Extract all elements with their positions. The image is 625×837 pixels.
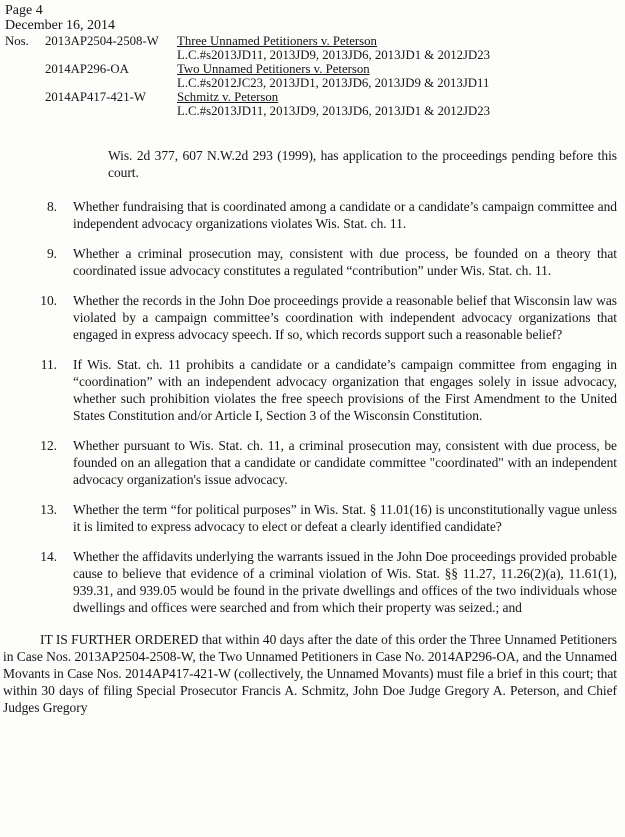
list-item <box>3 501 617 535</box>
case-number: 2014AP417-421-W <box>45 90 146 104</box>
item-text: Whether pursuant to Wis. Stat. ch. 11, a criminal prosecution may, consistent with due process, be founded on an allegation that a candidate or candidate committee "coordinated" with an independent advocacy organization's issue advocacy. <box>73 438 617 487</box>
list-item <box>3 292 617 343</box>
item-text: Whether the affidavits underlying the warrants issued in the John Doe proceedings provided probable cause to believe that evidence of a criminal violation of Wis. Stat. §§ 11.27, 11.26(2)(a), 11.61(1), 939.31, and 939.05 would be found in the private dwellings and offices of the two individuals whose dwellings and offices were searched and from which their property was seized.; and <box>73 549 617 615</box>
case-row <box>5 34 617 62</box>
case-caption: Two Unnamed Petitioners v. Peterson <box>177 62 370 76</box>
item-text: Whether a criminal prosecution may, consistent with due process, be founded on a theory that coordinated issue advocacy constitutes a regulated “contribution” under Wis. Stat. ch. 11. <box>73 246 617 278</box>
list-item <box>3 198 617 232</box>
case-detail <box>177 62 617 90</box>
item-text: Whether the term “for political purposes” in Wis. Stat. § 11.01(16) is unconstitutionally vague unless it is limited to express advocacy to elect or defeat a clearly identified candidate? <box>73 502 617 534</box>
nos-label: Nos. <box>5 34 29 48</box>
case-lc-numbers: L.C.#s2012JC23, 2013JD1, 2013JD6, 2013JD9 & 2013JD11 <box>177 76 490 90</box>
page-number: Page 4 <box>5 3 43 18</box>
case-detail <box>177 34 617 62</box>
item-text: Whether the records in the John Doe proceedings provide a reasonable belief that Wisconsin law was violated by a campaign committee’s coordination with independent advocacy organizations that engaged in express advocacy speech. If so, which records support such a reasonable belief? <box>73 293 617 342</box>
item-text: Whether fundraising that is coordinated among a candidate or a candidate’s campaign committee and independent advocacy organizations violates Wis. Stat. ch. 11. <box>73 199 617 231</box>
item-number: 12. <box>40 438 57 453</box>
case-lc-numbers: L.C.#s2013JD11, 2013JD9, 2013JD6, 2013JD1 & 2012JD23 <box>177 104 491 118</box>
item-number: 14. <box>40 549 57 564</box>
case-caption: Three Unnamed Petitioners v. Peterson <box>177 34 377 48</box>
document-date: December 16, 2014 <box>5 18 116 33</box>
order-paragraph: IT IS FURTHER ORDERED that within 40 days after the date of this order the Three Unnamed Petitioners in Case Nos. 2013AP2504-2508-W, the Two Unnamed Petitioners in Case No. 2014AP296-OA, and the Unnamed Movants in Case Nos. 2014AP417-421-W (collectively, the Unnamed Movants) must file a brief in this court; that within 30 days of filing Special Prosecutor Francis A. Schmitz, John Doe Judge Gregory A. Peterson, and Chief Judges Gregory <box>3 632 617 715</box>
case-caption: Schmitz v. Peterson <box>177 90 279 104</box>
list-item <box>3 437 617 488</box>
list-item <box>3 548 617 616</box>
item-number: 11. <box>40 357 57 372</box>
continuation-paragraph: Wis. 2d 377, 607 N.W.2d 293 (1999), has application to the proceedings pending before this court. <box>108 148 617 180</box>
issue-list <box>3 198 617 616</box>
list-item <box>3 245 617 279</box>
case-lc-numbers: L.C.#s2013JD11, 2013JD9, 2013JD6, 2013JD1 & 2012JD23 <box>177 48 491 62</box>
item-text: If Wis. Stat. ch. 11 prohibits a candidate or a candidate’s campaign committee from engaging in “coordination” with an independent advocacy organization that engages solely in issue advocacy, whether such prohibition violates the free speech provisions of the First Amendment to the United States Constitution and/or Article I, Section 3 of the Wisconsin Constitution. <box>73 357 617 423</box>
case-number: 2014AP296-OA <box>45 62 129 76</box>
item-number: 8. <box>46 199 57 214</box>
list-item <box>3 356 617 424</box>
item-number: 10. <box>40 293 57 308</box>
case-row <box>5 90 617 118</box>
case-number: 2013AP2504-2508-W <box>45 34 159 48</box>
item-number: 9. <box>46 246 57 261</box>
case-detail <box>177 90 617 118</box>
case-row <box>5 62 617 90</box>
item-number: 13. <box>40 502 57 517</box>
case-caption-block <box>5 34 617 118</box>
